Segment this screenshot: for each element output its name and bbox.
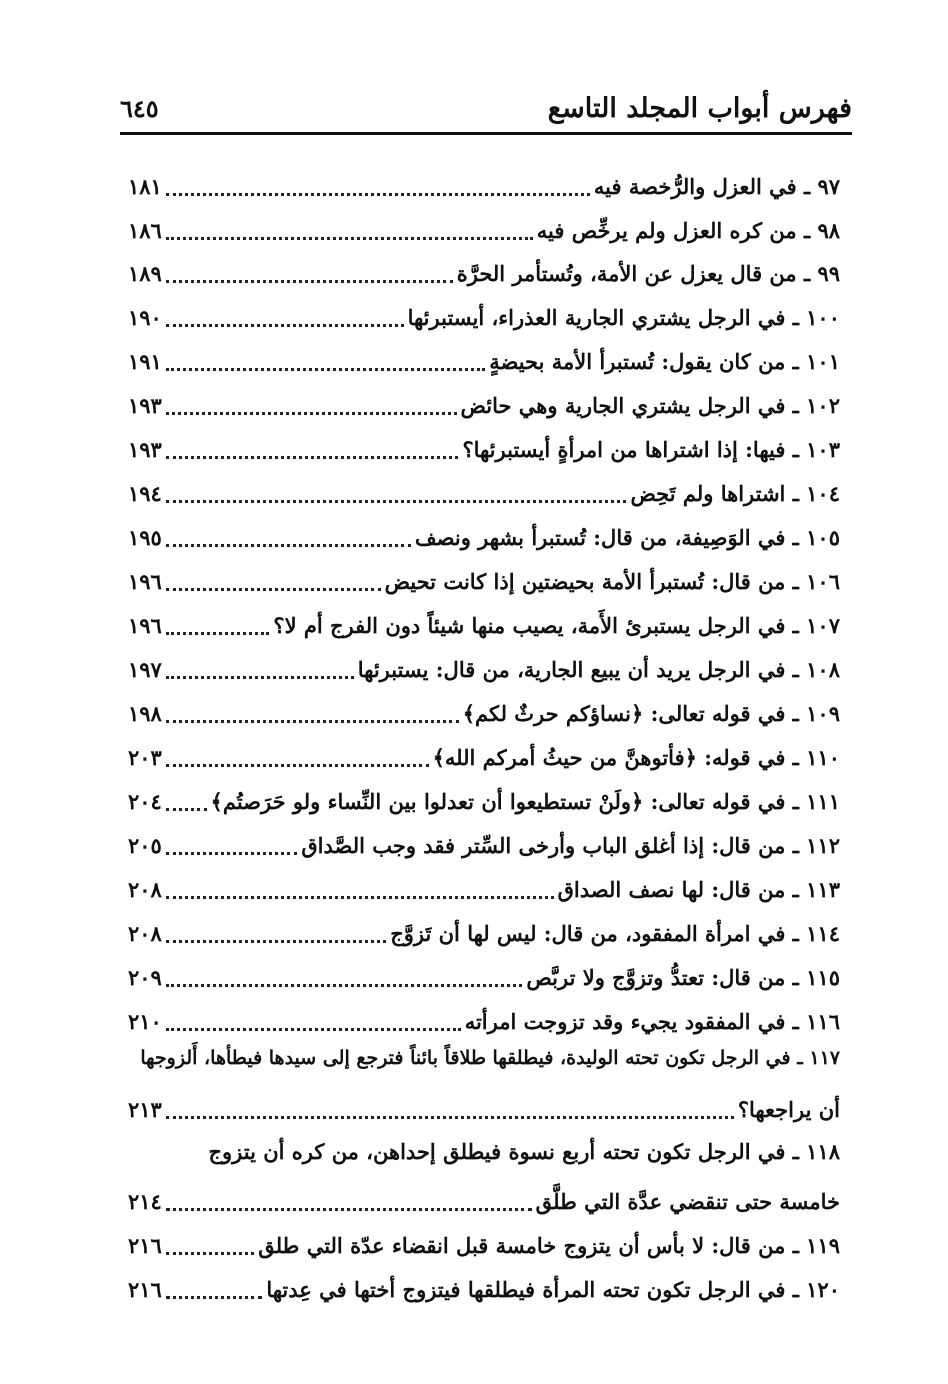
entry-page: ٢٠٣ [128, 745, 162, 770]
entry-page: ١٩٧ [128, 657, 162, 682]
entry-page: ٢٠٥ [128, 833, 162, 858]
entry-title-line2: خامسة حتى تنقضي عدَّة التي طلَّق [535, 1189, 840, 1214]
toc-entry [128, 954, 840, 994]
page-number: ٦٤٥ [120, 94, 159, 123]
entry-title: ١١٤ ـ في امرأة المفقود، من قال: ليس لها أن تَزوَّج [390, 921, 840, 946]
entry-title: ١٢٠ ـ في الرجل تكون تحته المرأة فيطلقها فيتزوج أختها في عِدتها [266, 1277, 840, 1302]
entry-page: ١٨٩ [128, 261, 162, 286]
toc-entry [128, 294, 840, 334]
entry-title: ١٠٤ ـ اشتراها ولم تَحِض [630, 481, 840, 506]
leader-dots [166, 1295, 262, 1299]
leader-dots [166, 543, 411, 547]
toc-entry [128, 1086, 840, 1126]
leader-dots [166, 323, 404, 327]
entry-page: ١٩١ [128, 349, 162, 374]
entry-title: ١٠٨ ـ في الرجل يريد أن يبيع الجارية، من قال: يستبرئها [357, 657, 840, 682]
toc-entry [128, 602, 840, 642]
leader-dots [166, 367, 485, 371]
entry-page: ١٩٦ [128, 569, 162, 594]
table-of-contents [128, 0, 840, 1384]
toc-entry [128, 250, 840, 290]
entry-page: ٢٠٨ [128, 877, 162, 902]
toc-entry [128, 822, 840, 862]
entry-title: ١١١ ـ في قوله تعالى: ﴿ولَنْ تستطيعوا أن تعدلوا بين النِّساء ولو حَرَصتُم﴾ [210, 789, 840, 814]
entry-page: ١٨٦ [128, 218, 162, 243]
leader-dots [166, 192, 590, 196]
entry-title: ١١٢ ـ من قال: إذا أغلق الباب وأرخى السِّتر فقد وجب الصَّداق [301, 833, 840, 858]
entry-page: ١٩٥ [128, 525, 162, 550]
leader-dots [166, 1251, 254, 1255]
toc-entry [128, 690, 840, 730]
leader-dots [166, 763, 429, 767]
toc-entry [128, 1178, 840, 1218]
entry-page: ١٩٨ [128, 701, 162, 726]
entry-page: ٢٠٨ [128, 921, 162, 946]
entry-page: ١٩٣ [128, 437, 162, 462]
entry-title: ١٠٧ ـ في الرجل يستبرئ الأَمة، يصيب منها شيئاً دون الفرج أم لا؟ [273, 613, 840, 638]
entry-page: ١٩٦ [128, 613, 162, 638]
entry-title: ٩٩ ـ من قال يعزل عن الأمة، وتُستأمر الحرَّة [456, 261, 840, 286]
entry-title: ١٠٢ ـ في الرجل يشتري الجارية وهي حائض [460, 393, 840, 418]
leader-dots [166, 895, 554, 899]
leader-dots [166, 719, 459, 723]
leader-dots [166, 455, 459, 459]
entry-page: ١٩٤ [128, 481, 162, 506]
toc-entry [128, 866, 840, 906]
toc-entry [128, 910, 840, 950]
leader-dots [166, 587, 381, 591]
leader-dots [166, 939, 386, 943]
entry-page: ٢١٣ [128, 1097, 162, 1122]
leader-dots [166, 279, 453, 283]
entry-title: ١١٥ ـ من قال: تعتدُّ وتزوَّج ولا تربَّص [526, 965, 840, 990]
leader-dots [166, 631, 270, 635]
toc-entry [128, 382, 840, 422]
toc-entry [128, 514, 840, 554]
toc-entry [128, 470, 840, 510]
leader-dots [166, 499, 627, 503]
entry-title: ١١٦ ـ في المفقود يجيء وقد تزوجت امرأته [464, 1009, 840, 1034]
entry-title: ١٠٣ ـ فيها: إذا اشتراها من امرأةٍ أيستبرئها؟ [462, 437, 840, 462]
toc-entry [128, 426, 840, 466]
entry-title: ١٠١ ـ من كان يقول: تُستبرأ الأمة بحيضةٍ [489, 349, 840, 374]
entry-title: ١٠٥ ـ في الوَصِيفة، من قال: تُستبرأ بشهر ونصف [414, 525, 840, 550]
toc-entry [128, 646, 840, 686]
entry-title-line1: ١١٧ ـ في الرجل تكون تحته الوليدة، فيطلقها طلاقاً بائناً فترجع إلى سيدها فيطأها، أَلزوجها [140, 1047, 840, 1069]
entry-page: ١٨١ [128, 174, 162, 199]
entry-page: ٢١٠ [128, 1009, 162, 1034]
leader-dots [166, 1115, 734, 1119]
running-title: فهرس أبواب المجلد التاسع [547, 93, 852, 124]
entry-page: ٢١٦ [128, 1277, 162, 1302]
toc-entry [128, 338, 840, 378]
entry-title: ١١٣ ـ من قال: لها نصف الصداق [557, 877, 840, 902]
entry-page: ٢١٤ [128, 1189, 162, 1214]
entry-page: ١٩٣ [128, 393, 162, 418]
entry-title: ١١٩ ـ من قال: لا بأس أن يتزوج خامسة قبل انقضاء عدّة التي طلق [258, 1233, 840, 1258]
toc-entry [128, 558, 840, 598]
leader-dots [166, 807, 207, 811]
leader-dots [166, 1027, 461, 1031]
toc-entry [128, 778, 840, 818]
leader-dots [166, 411, 457, 415]
leader-dots [166, 851, 298, 855]
toc-entry [128, 734, 840, 774]
entry-title: ١٠٠ ـ في الرجل يشتري الجارية العذراء، أيستبرئها [407, 305, 840, 330]
leader-dots [166, 983, 523, 987]
entry-title: ٩٧ ـ في العزل والرُّخصة فيه [593, 174, 840, 199]
toc-entry [128, 207, 840, 247]
toc-entry [128, 1222, 840, 1262]
entry-title-line2: أن يراجعها؟ [737, 1097, 840, 1122]
toc-entry [128, 163, 840, 203]
entry-title: ١٠٦ ـ من قال: تُستبرأ الأمة بحيضتين إذا كانت تحيض [384, 569, 840, 594]
entry-title: ١٠٩ ـ في قوله تعالى: ﴿نساؤكم حرثٌ لكم﴾ [462, 701, 840, 726]
leader-dots [166, 1207, 532, 1211]
entry-page: ٢٠٩ [128, 965, 162, 990]
entry-title: ١١٠ ـ في قوله: ﴿فأتوهنَّ من حيثُ أمركم الله﴾ [432, 745, 840, 770]
toc-entry [128, 998, 840, 1038]
entry-title: ٩٨ ـ من كره العزل ولم يرخِّص فيه [536, 218, 840, 243]
leader-dots [166, 236, 533, 240]
leader-dots [166, 675, 354, 679]
entry-page: ٢١٦ [128, 1233, 162, 1258]
entry-title-line1: ١١٨ ـ في الرجل تكون تحته أربع نسوة فيطلق إحداهن، من كره أن يتزوج [208, 1139, 840, 1164]
entry-page: ٢٠٤ [128, 789, 162, 814]
toc-entry [128, 1266, 840, 1306]
entry-page: ١٩٠ [128, 305, 162, 330]
